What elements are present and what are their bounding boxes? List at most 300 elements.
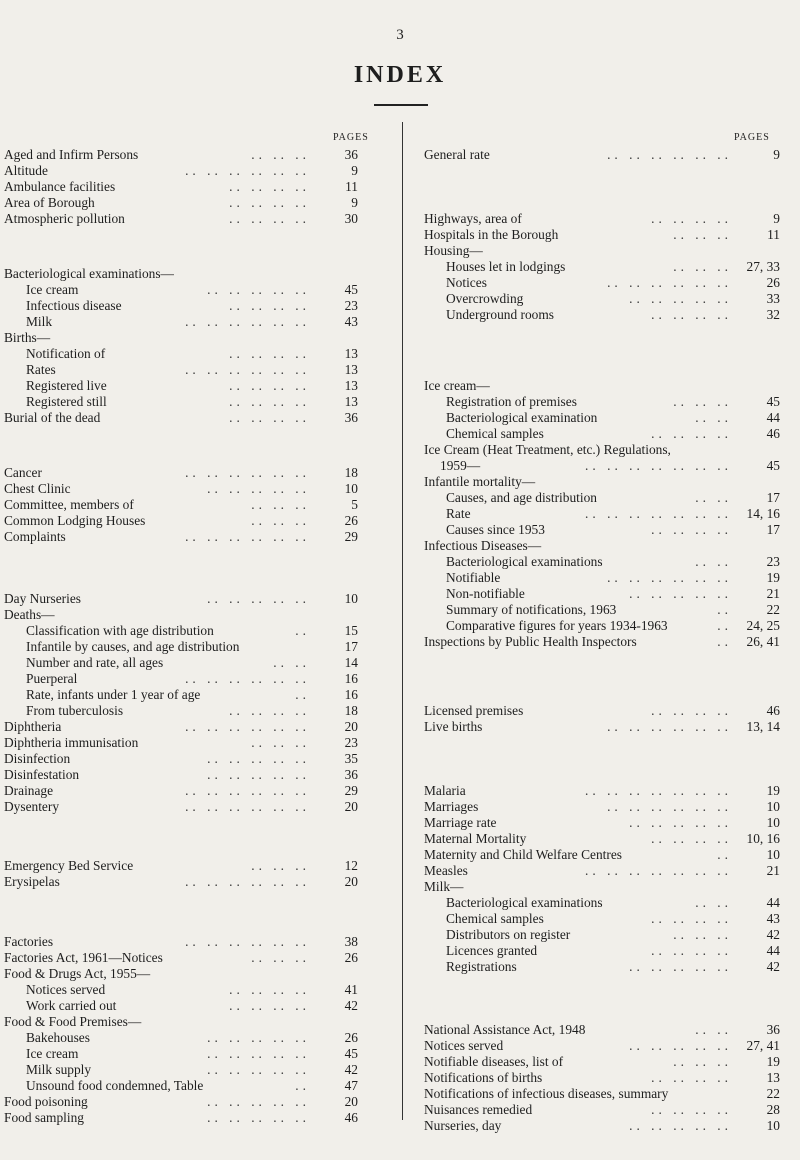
index-entry-page: 38 — [344, 934, 358, 949]
index-entry-page: 42 — [766, 959, 780, 974]
index-entry-label: Committee, members of — [4, 497, 134, 512]
index-entry-label: Milk— — [424, 879, 464, 894]
index-entry-label: Notifications of infectious diseases, summary — [424, 1086, 669, 1101]
index-entry-page: 13 — [766, 1070, 780, 1085]
index-entry — [26, 655, 358, 671]
index-entry — [424, 634, 780, 650]
leader-dots: .. .. .. .. .. .. — [185, 934, 310, 949]
index-entry-label: Ice Cream (Heat Treatment, etc.) Regulations, — [424, 442, 671, 457]
index-entry-page: 9 — [351, 163, 358, 178]
index-entry-label: Ice cream — [26, 282, 79, 297]
leader-dots: .. .. .. .. .. .. — [185, 799, 310, 814]
index-entry — [446, 602, 780, 618]
index-entry-label: Aged and Infirm Persons — [4, 147, 139, 162]
index-entry-label: General rate — [424, 147, 490, 162]
leader-dots: .. .. — [695, 1022, 732, 1037]
index-entry-page: 12 — [344, 858, 358, 873]
index-entry-label: Maternal Mortality — [424, 831, 527, 846]
index-entry-label: Notices served — [424, 1038, 504, 1053]
index-entry-page: 44 — [766, 943, 780, 958]
index-entry-page: 23 — [344, 298, 358, 313]
index-entry — [446, 410, 780, 426]
left-pages-heading: PAGES — [333, 132, 369, 143]
leader-dots: .. .. .. .. .. — [629, 291, 732, 306]
index-entry — [4, 607, 358, 623]
index-entry-label: Bacteriological examinations — [446, 554, 603, 569]
index-entry — [4, 1014, 358, 1030]
index-entry-label: National Assistance Act, 1948 — [424, 1022, 586, 1037]
index-entry — [4, 874, 358, 890]
index-entry-label: Bakehouses — [26, 1030, 90, 1045]
index-entry — [424, 815, 780, 831]
index-entry-page: 36 — [766, 1022, 780, 1037]
index-entry-page: 41 — [344, 982, 358, 997]
index-entry-label: Underground rooms — [446, 307, 554, 322]
index-entry-label: Infectious disease — [26, 298, 122, 313]
index-entry-page: 36 — [344, 767, 358, 782]
index-entry — [26, 362, 358, 378]
index-entry — [446, 291, 780, 307]
leader-dots: .. .. .. .. .. .. — [185, 163, 310, 178]
index-entry-page: 46 — [766, 703, 780, 718]
index-entry-page: 45 — [766, 394, 780, 409]
column-divider — [402, 122, 403, 1120]
index-entry-page: 10 — [766, 799, 780, 814]
index-entry — [26, 998, 358, 1014]
index-entry-page: 17 — [766, 522, 780, 537]
index-entry-page: 19 — [766, 783, 780, 798]
index-entry — [424, 474, 780, 490]
leader-dots: .. .. .. .. .. .. — [607, 275, 732, 290]
index-entry-label: Disinfection — [4, 751, 71, 766]
index-entry — [446, 307, 780, 323]
index-entry-label: Notices — [446, 275, 487, 290]
index-entry-label: Live births — [424, 719, 483, 734]
leader-dots: .. .. .. .. .. .. — [607, 147, 732, 162]
index-entry-page: 20 — [344, 874, 358, 889]
index-entry — [424, 879, 780, 895]
index-entry-label: Non-notifiable — [446, 586, 525, 601]
index-entry-label: Food sampling — [4, 1110, 84, 1125]
leader-dots: .. .. .. .. .. .. — [185, 529, 310, 544]
index-entry-label: Chemical samples — [446, 911, 544, 926]
index-entry-page: 11 — [345, 179, 358, 194]
leader-dots: .. — [717, 618, 732, 633]
index-entry-page: 23 — [344, 735, 358, 750]
index-entry-page: 10 — [766, 1118, 780, 1133]
leader-dots: .. .. .. .. .. .. — [185, 874, 310, 889]
index-entry-page: 20 — [344, 799, 358, 814]
right-pages-heading: PAGES — [734, 132, 770, 143]
index-entry-page: 20 — [344, 719, 358, 734]
leader-dots: .. .. .. .. .. — [207, 1094, 310, 1109]
index-entry-label: Highways, area of — [424, 211, 522, 226]
index-entry-page: 45 — [344, 282, 358, 297]
index-entry-label: Registered still — [26, 394, 107, 409]
index-entry-label: Disinfestation — [4, 767, 80, 782]
index-entry — [446, 959, 780, 975]
index-entry-label: Food & Food Premises— — [4, 1014, 142, 1029]
index-entry-page: 14 — [344, 655, 358, 670]
index-entry-page: 10 — [766, 815, 780, 830]
leader-dots: .. .. .. .. .. .. .. — [585, 458, 732, 473]
index-entry-page: 44 — [766, 895, 780, 910]
index-entry-page: 26 — [766, 275, 780, 290]
index-entry — [446, 618, 780, 634]
leader-dots: .. — [717, 847, 732, 862]
leader-dots: .. .. — [273, 655, 310, 670]
index-entry-page: 28 — [766, 1102, 780, 1117]
index-entry-label: Area of Borough — [4, 195, 95, 210]
index-entry-page: 17 — [344, 639, 358, 654]
index-entry-page: 13 — [344, 346, 358, 361]
index-entry-label: Unsound food condemned, Table — [26, 1078, 204, 1093]
index-entry — [4, 1094, 358, 1110]
leader-dots: .. .. .. .. .. — [629, 586, 732, 601]
leader-dots: .. — [295, 687, 310, 702]
index-entry-page: 9 — [351, 195, 358, 210]
leader-dots: .. .. .. .. — [229, 394, 310, 409]
index-entry-page: 16 — [344, 671, 358, 686]
leader-dots: .. .. .. .. .. — [629, 815, 732, 830]
index-entry — [26, 639, 358, 655]
leader-dots: .. .. .. .. — [229, 982, 310, 997]
index-entry — [424, 1070, 780, 1086]
index-entry-page: 42 — [766, 927, 780, 942]
index-entry-label: Rates — [26, 362, 56, 377]
leader-dots: .. .. .. — [673, 927, 732, 942]
index-entry-page: 9 — [773, 147, 780, 162]
index-entry — [424, 1022, 780, 1038]
leader-dots: .. .. .. — [251, 147, 310, 162]
index-entry-label: Nurseries, day — [424, 1118, 502, 1133]
index-entry-page: 21 — [766, 863, 780, 878]
leader-dots: .. .. .. — [251, 858, 310, 873]
index-entry-page: 17 — [766, 490, 780, 505]
leader-dots: .. .. .. .. — [651, 831, 732, 846]
index-entry-label: Births— — [4, 330, 51, 345]
index-entry — [26, 346, 358, 362]
index-entry — [424, 719, 780, 735]
leader-dots: .. .. .. .. — [229, 998, 310, 1013]
index-entry-page: 18 — [344, 465, 358, 480]
leader-dots: .. .. .. .. — [651, 426, 732, 441]
index-entry-label: Diphtheria immunisation — [4, 735, 139, 750]
leader-dots: .. .. .. .. — [229, 195, 310, 210]
index-entry — [4, 591, 358, 607]
index-entry-label: Common Lodging Houses — [4, 513, 146, 528]
index-entry-label: Marriage rate — [424, 815, 497, 830]
leader-dots: .. .. .. .. .. — [207, 767, 310, 782]
index-entry-page: 27, 41 — [746, 1038, 780, 1053]
index-entry-label: Licensed premises — [424, 703, 524, 718]
index-entry-label: Emergency Bed Service — [4, 858, 134, 873]
index-entry — [26, 298, 358, 314]
index-entry-page: 15 — [344, 623, 358, 638]
index-entry-label: Factories — [4, 934, 54, 949]
leader-dots: .. .. .. .. .. .. — [185, 783, 310, 798]
index-entry — [4, 513, 358, 529]
index-entry — [424, 799, 780, 815]
index-entry — [424, 863, 780, 879]
leader-dots: .. .. .. .. .. — [207, 1110, 310, 1125]
index-entry-label: Complaints — [4, 529, 66, 544]
leader-dots: .. .. .. .. .. .. — [185, 719, 310, 734]
index-entry-page: 23 — [766, 554, 780, 569]
index-entry-page: 13 — [344, 378, 358, 393]
index-entry-label: Diphtheria — [4, 719, 62, 734]
leader-dots: .. — [295, 623, 310, 638]
index-entry-page: 42 — [344, 998, 358, 1013]
index-entry-label: Erysipelas — [4, 874, 60, 889]
index-entry — [4, 211, 358, 227]
index-entry-label: Infantile by causes, and age distribution — [26, 639, 240, 654]
leader-dots: .. .. .. .. .. .. — [607, 570, 732, 585]
index-entry-page: 46 — [344, 1110, 358, 1125]
leader-dots: .. .. .. .. — [229, 410, 310, 425]
index-entry-label: Altitude — [4, 163, 48, 178]
index-entry — [26, 623, 358, 639]
index-entry — [4, 858, 358, 874]
index-entry-label: Maternity and Child Welfare Centres — [424, 847, 622, 862]
leader-dots: .. .. .. .. — [651, 1070, 732, 1085]
leader-dots: .. .. .. .. .. .. — [607, 719, 732, 734]
index-entry-label: Infectious Diseases— — [424, 538, 542, 553]
index-entry-label: Notifiable diseases, list of — [424, 1054, 564, 1069]
index-entry — [446, 586, 780, 602]
index-entry-label: 1959— — [440, 458, 481, 473]
index-entry-page: 10 — [766, 847, 780, 862]
leader-dots: .. .. .. .. — [651, 703, 732, 718]
index-entry-label: Dysentery — [4, 799, 60, 814]
index-entry — [4, 799, 358, 815]
index-entry-page: 33 — [766, 291, 780, 306]
leader-dots: .. .. — [695, 554, 732, 569]
leader-dots: .. .. .. .. .. — [207, 1062, 310, 1077]
leader-dots: .. .. .. .. .. .. .. — [585, 506, 732, 521]
index-entry — [26, 282, 358, 298]
index-entry-label: Notification of — [26, 346, 106, 361]
leader-dots: .. .. .. .. — [229, 211, 310, 226]
index-entry-label: Rate — [446, 506, 471, 521]
leader-dots: .. .. .. — [673, 1054, 732, 1069]
index-entry-page: 26 — [344, 513, 358, 528]
leader-dots: .. .. .. .. — [651, 307, 732, 322]
index-entry — [26, 1030, 358, 1046]
index-entry-label: Burial of the dead — [4, 410, 101, 425]
index-entry-page: 21 — [766, 586, 780, 601]
index-entry-page: 26 — [344, 1030, 358, 1045]
index-entry — [424, 1038, 780, 1054]
index-entry — [446, 490, 780, 506]
index-entry-page: 29 — [344, 783, 358, 798]
index-entry-page: 43 — [766, 911, 780, 926]
index-entry-label: Day Nurseries — [4, 591, 81, 606]
index-entry — [26, 1078, 358, 1094]
leader-dots: .. .. .. .. .. — [207, 1030, 310, 1045]
index-entry — [4, 497, 358, 513]
leader-dots: .. .. .. — [251, 950, 310, 965]
index-entry-page: 36 — [344, 147, 358, 162]
leader-dots: .. .. .. .. — [651, 1102, 732, 1117]
page-title: INDEX — [353, 62, 447, 88]
index-entry — [424, 1086, 780, 1102]
leader-dots: .. .. .. .. .. .. .. — [585, 783, 732, 798]
index-entry-page: 45 — [344, 1046, 358, 1061]
index-entry — [424, 1118, 780, 1134]
index-entry-label: Food poisoning — [4, 1094, 88, 1109]
index-entry — [4, 266, 358, 282]
index-entry — [446, 275, 780, 291]
index-entry-page: 5 — [351, 497, 358, 512]
index-entry-label: Registered live — [26, 378, 107, 393]
index-entry — [26, 982, 358, 998]
index-entry-page: 14, 16 — [746, 506, 780, 521]
index-entry-page: 10 — [344, 591, 358, 606]
index-entry — [424, 831, 780, 847]
index-entry-page: 36 — [344, 410, 358, 425]
index-entry-label: Food & Drugs Act, 1955— — [4, 966, 151, 981]
index-entry — [446, 943, 780, 959]
leader-dots: .. .. .. — [251, 497, 310, 512]
leader-dots: .. .. .. .. .. — [207, 282, 310, 297]
page-number: 3 — [396, 27, 404, 43]
index-entry-label: Chest Clinic — [4, 481, 71, 496]
index-entry — [4, 735, 358, 751]
index-entry-label: Deaths— — [4, 607, 55, 622]
index-entry — [4, 147, 358, 163]
leader-dots: .. .. .. .. — [229, 346, 310, 361]
leader-dots: .. .. .. .. — [651, 943, 732, 958]
index-entry-label: Malaria — [424, 783, 466, 798]
index-entry — [440, 458, 780, 474]
leader-dots: .. .. .. .. .. .. — [185, 314, 310, 329]
index-entry — [424, 211, 780, 227]
index-entry-label: Causes since 1953 — [446, 522, 545, 537]
index-entry-label: Registrations — [446, 959, 517, 974]
index-entry-label: Bacteriological examination — [446, 410, 598, 425]
index-entry — [4, 195, 358, 211]
leader-dots: .. .. — [695, 895, 732, 910]
index-entry-page: 18 — [344, 703, 358, 718]
index-entry-page: 26 — [344, 950, 358, 965]
index-entry-label: Marriages — [424, 799, 479, 814]
index-entry — [424, 703, 780, 719]
index-entry-label: Chemical samples — [446, 426, 544, 441]
index-entry — [4, 783, 358, 799]
index-entry — [26, 703, 358, 719]
index-entry — [26, 1046, 358, 1062]
index-entry-page: 9 — [773, 211, 780, 226]
index-entry — [424, 1054, 780, 1070]
index-entry-page: 43 — [344, 314, 358, 329]
index-entry-page: 29 — [344, 529, 358, 544]
index-entry-label: Measles — [424, 863, 468, 878]
index-entry-label: Comparative figures for years 1934-1963 — [446, 618, 668, 633]
leader-dots: .. .. .. .. .. .. — [607, 799, 732, 814]
leader-dots: .. .. .. .. .. .. — [185, 362, 310, 377]
index-entry — [26, 687, 358, 703]
index-entry-label: Notifications of births — [424, 1070, 543, 1085]
index-entry-label: From tuberculosis — [26, 703, 124, 718]
title-rule — [374, 104, 428, 106]
leader-dots: .. .. .. .. — [229, 378, 310, 393]
index-entry-page: 10 — [344, 481, 358, 496]
leader-dots: .. .. — [695, 490, 732, 505]
index-entry — [26, 378, 358, 394]
leader-dots: .. .. .. — [673, 259, 732, 274]
index-entry-page: 11 — [767, 227, 780, 242]
index-entry-label: Bacteriological examinations — [446, 895, 603, 910]
index-entry-page: 22 — [766, 602, 780, 617]
leader-dots: .. .. .. .. .. .. — [185, 465, 310, 480]
index-entry — [4, 163, 358, 179]
index-entry-label: Number and rate, all ages — [26, 655, 164, 670]
index-entry — [446, 927, 780, 943]
index-entry-label: Summary of notifications, 1963 — [446, 602, 617, 617]
leader-dots: .. .. .. .. .. .. .. — [585, 863, 732, 878]
index-entry — [4, 719, 358, 735]
index-entry-page: 42 — [344, 1062, 358, 1077]
index-entry — [4, 950, 358, 966]
leader-dots: .. .. .. .. .. — [629, 1118, 732, 1133]
index-entry — [4, 934, 358, 950]
index-entry-label: Notifiable — [446, 570, 501, 585]
index-entry — [424, 1102, 780, 1118]
leader-dots: .. — [717, 634, 732, 649]
index-entry-label: Bacteriological examinations— — [4, 266, 174, 281]
index-entry — [424, 538, 780, 554]
index-entry — [26, 1062, 358, 1078]
index-entry-label: Atmospheric pollution — [4, 211, 125, 226]
index-entry — [446, 911, 780, 927]
index-entry-page: 24, 25 — [746, 618, 780, 633]
index-entry — [446, 522, 780, 538]
index-entry — [446, 394, 780, 410]
leader-dots: .. .. .. — [251, 735, 310, 750]
leader-dots: .. .. .. .. — [651, 911, 732, 926]
index-entry-label: Rate, infants under 1 year of age — [26, 687, 201, 702]
index-entry-label: Registration of premises — [446, 394, 577, 409]
index-entry-page: 44 — [766, 410, 780, 425]
index-entry-page: 32 — [766, 307, 780, 322]
index-entry-label: Distributors on register — [446, 927, 571, 942]
index-entry — [446, 895, 780, 911]
index-entry — [4, 465, 358, 481]
index-entry — [4, 1110, 358, 1126]
index-entry — [26, 671, 358, 687]
index-entry-page: 46 — [766, 426, 780, 441]
index-entry — [424, 227, 780, 243]
index-entry-page: 26, 41 — [746, 634, 780, 649]
index-entry-label: Drainage — [4, 783, 54, 798]
index-entry-page: 19 — [766, 1054, 780, 1069]
index-entry — [4, 966, 358, 982]
index-entry — [424, 847, 780, 863]
index-entry-label: Ice cream— — [424, 378, 490, 393]
leader-dots: .. .. .. .. .. — [207, 1046, 310, 1061]
index-entry-label: Milk supply — [26, 1062, 92, 1077]
index-entry-label: Ice cream — [26, 1046, 79, 1061]
index-entry — [446, 554, 780, 570]
index-entry-page: 22 — [766, 1086, 780, 1101]
leader-dots: .. .. .. — [673, 227, 732, 242]
leader-dots: .. .. .. .. — [651, 211, 732, 226]
index-entry — [4, 751, 358, 767]
index-entry — [26, 394, 358, 410]
index-entry-page: 13 — [344, 394, 358, 409]
index-entry-label: Infantile mortality— — [424, 474, 536, 489]
